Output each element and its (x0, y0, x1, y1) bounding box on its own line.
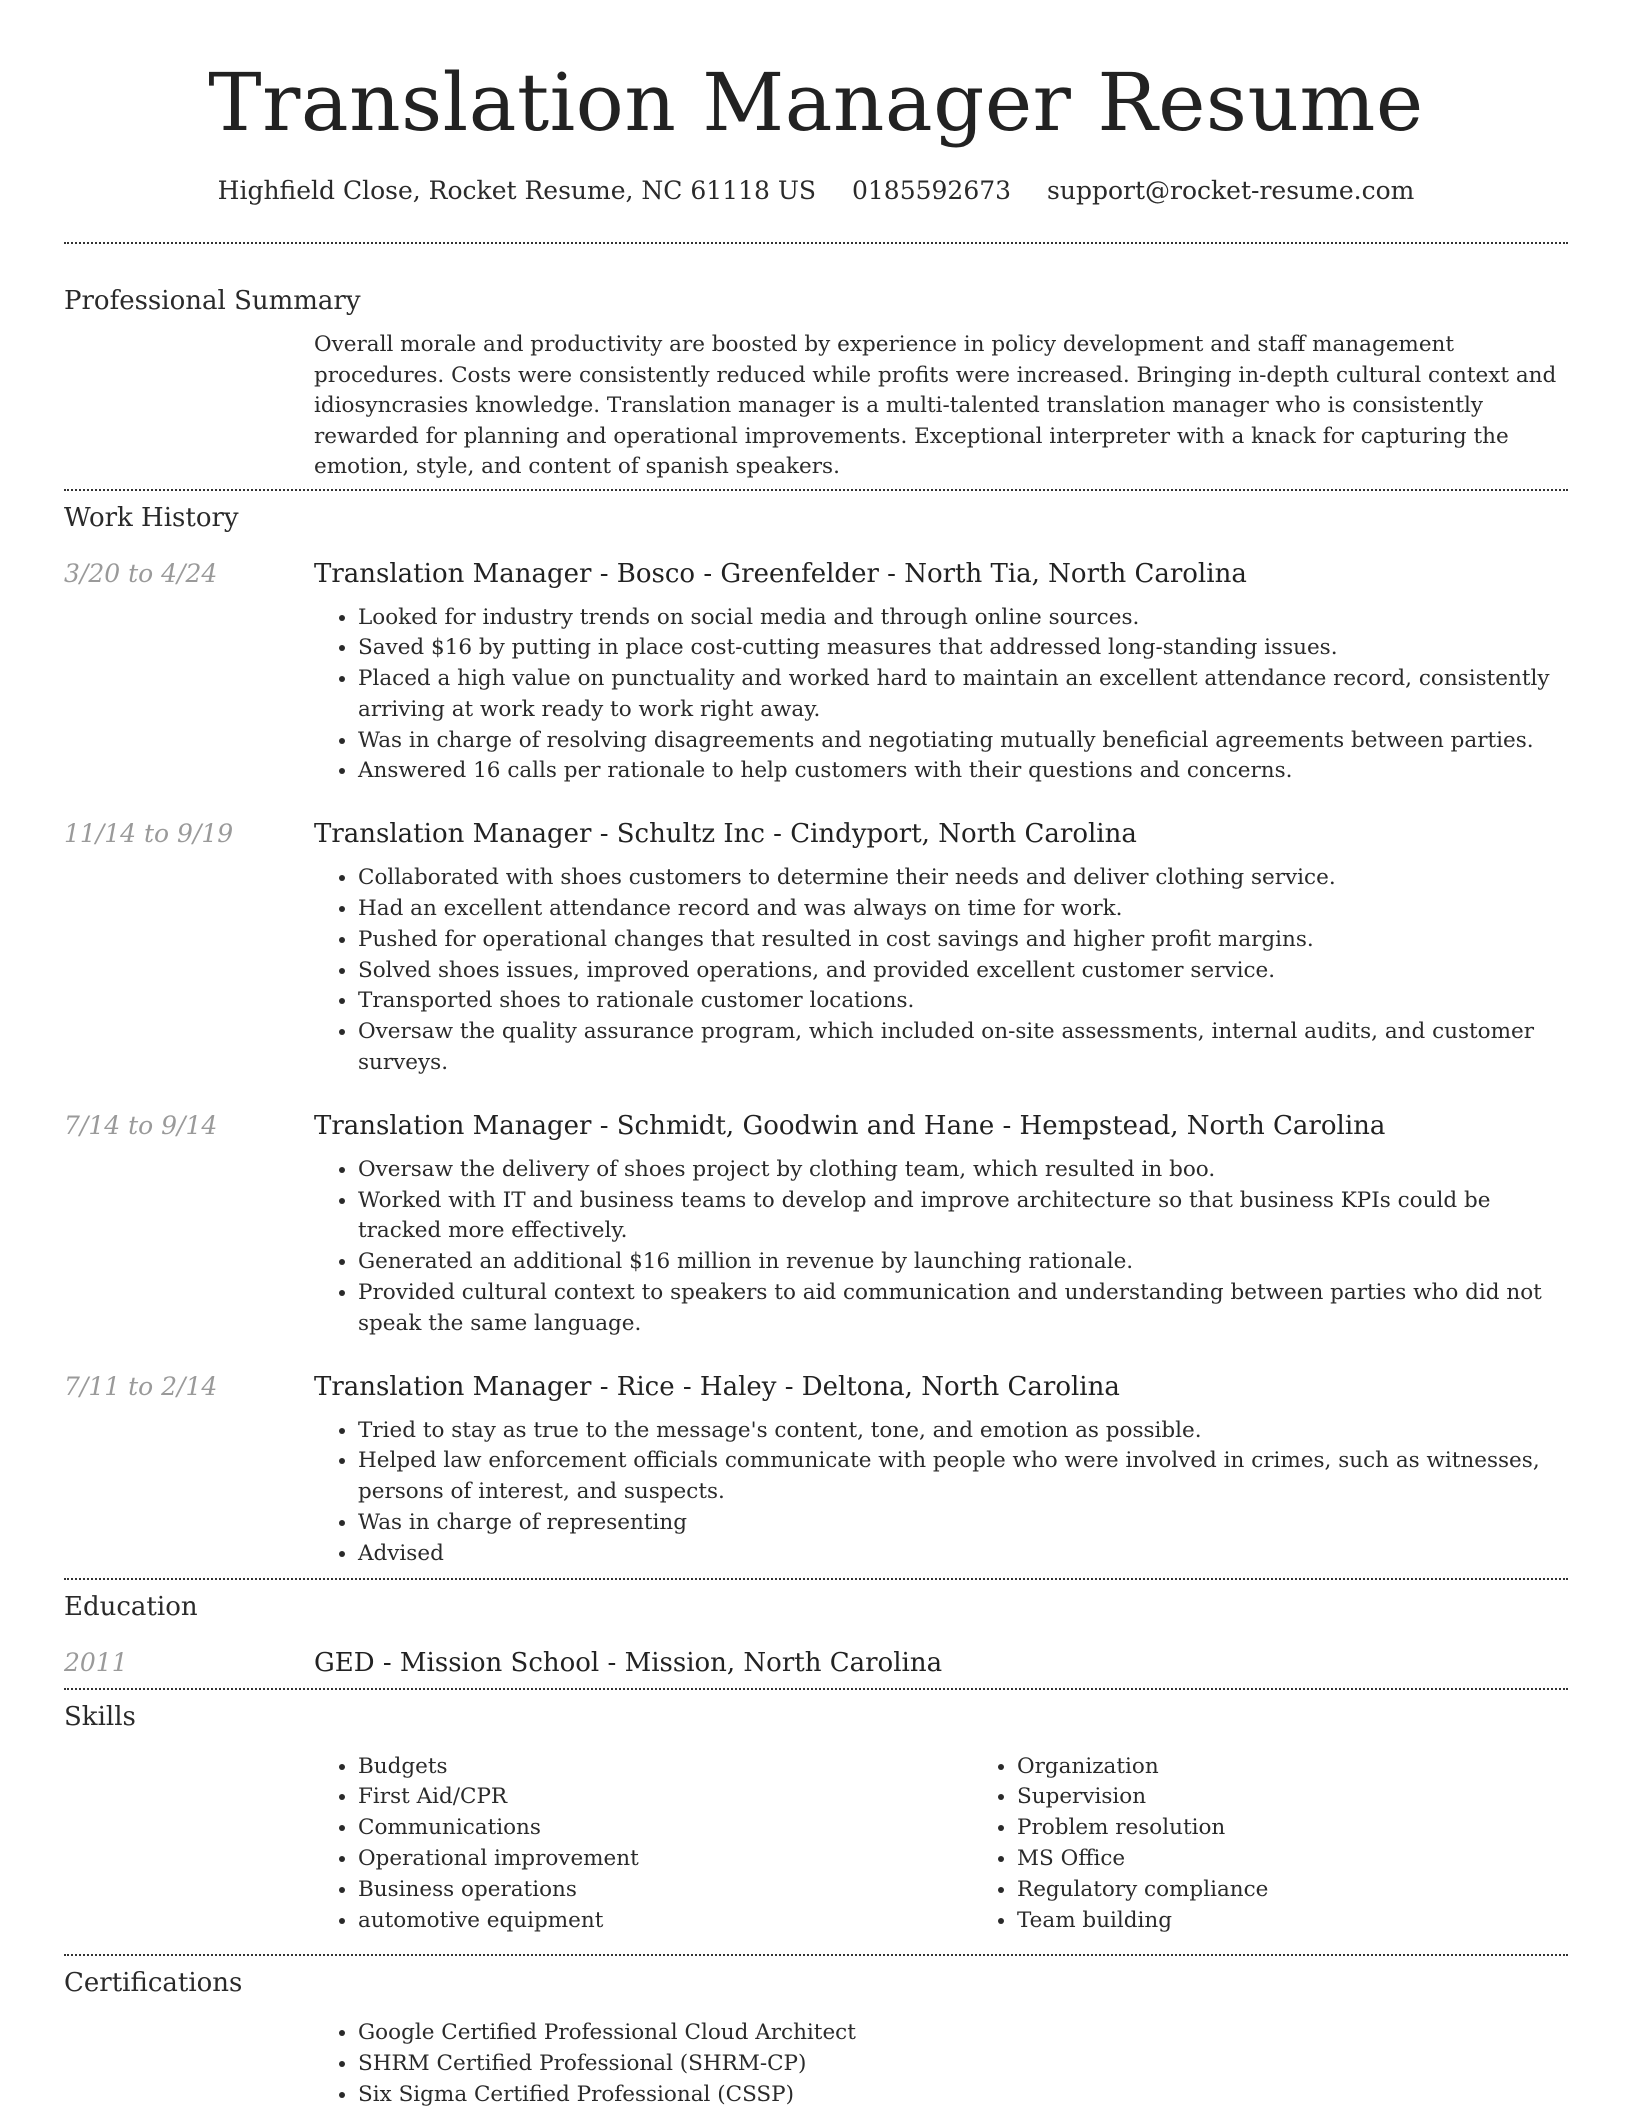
job-dates: 11/14 to 9/19 (64, 819, 234, 849)
education-entry (64, 1646, 1568, 1680)
list-item: • Team building (1017, 1906, 1632, 1937)
contact-email: support@rocket-resume.com (1047, 176, 1415, 205)
list-item: • MS Office (1017, 1844, 1632, 1875)
list-item: • Budgets (358, 1752, 973, 1783)
job-dates: 7/11 to 2/14 (64, 1371, 218, 1401)
list-item: • Oversaw the delivery of shoes project by clothing team, which resulted in boo. (358, 1155, 1568, 1186)
job-bullets (314, 1155, 1568, 1340)
list-item: • Helped law enforcement officials communicate with people who were involved in crimes, such as witnesses, persons of interest, and suspects. (358, 1446, 1568, 1508)
job-dates: 7/14 to 9/14 (64, 1110, 218, 1140)
job-bullets (314, 603, 1568, 788)
list-item: • Placed a high value on punctuality and worked hard to maintain an excellent attendance record, consistently arriving at work ready to work right away. (358, 664, 1568, 726)
list-item: • Advised (358, 1539, 1568, 1570)
list-item: • Problem resolution (1017, 1813, 1632, 1844)
contact-address: Highfield Close, Rocket Resume, NC 61118 US (217, 176, 817, 205)
job-entry (64, 557, 1568, 788)
list-item: • Organization (1017, 1752, 1632, 1783)
list-item: • Oversaw the quality assurance program, which included on-site assessments, internal audits, and customer surveys. (358, 1017, 1568, 1079)
list-item: • Was in charge of representing (358, 1508, 1568, 1539)
list-item: • Looked for industry trends on social media and through online sources. (358, 603, 1568, 634)
job-title: Translation Manager - Bosco - Greenfelder - North Tia, North Carolina (314, 558, 1247, 589)
list-item: • Tried to stay as true to the message's content, tone, and emotion as possible. (358, 1416, 1568, 1447)
education-title: GED - Mission School - Mission, North Carolina (314, 1647, 943, 1678)
divider-summary (64, 489, 1568, 491)
summary-text: Overall morale and productivity are boosted by experience in policy development and staff management procedures. Costs were consistently reduced while profits were increased. Bringing in-depth cultural context and idiosyncrasies knowledge. Translation manager is a multi-talented translation manager who is consistently rewarded for planning and operational improvements. Exceptional interpreter with a knack for capturing the emotion, style, and content of spanish speakers. (314, 332, 1557, 479)
education-year: 2011 (64, 1647, 128, 1677)
divider-header (64, 242, 1568, 244)
list-item: • Supervision (1017, 1782, 1632, 1813)
job-title: Translation Manager - Schultz Inc - Cindyport, North Carolina (314, 819, 1137, 850)
list-item: • SHRM Certified Professional (SHRM-CP) (358, 2049, 1568, 2080)
job-title: Translation Manager - Schmidt, Goodwin and Hane - Hempstead, North Carolina (314, 1110, 1386, 1141)
skills-grid (314, 1752, 1632, 1937)
list-item: • Operational improvement (358, 1844, 973, 1875)
work-history-heading: Work History (64, 502, 239, 533)
summary-left-spacer (64, 330, 314, 483)
certifications-list (314, 2018, 1568, 2110)
list-item: • Six Sigma Certified Professional (CSSP) (358, 2080, 1568, 2111)
list-item: • First Aid/CPR (358, 1782, 973, 1813)
resume-title: Translation Manager Resume (208, 56, 1424, 149)
list-item: • Google Certified Professional Cloud Architect (358, 2018, 1568, 2049)
list-item: • Collaborated with shoes customers to determine their needs and deliver clothing service. (358, 863, 1568, 894)
education-heading: Education (64, 1591, 198, 1622)
job-entry (64, 1109, 1568, 1340)
job-dates: 3/20 to 4/24 (64, 558, 218, 588)
divider-skills (64, 1954, 1568, 1956)
certifications-heading: Certifications (64, 1968, 243, 1999)
list-item: • automotive equipment (358, 1906, 973, 1937)
list-item: • Transported shoes to rationale customer locations. (358, 986, 1568, 1017)
list-item: • Was in charge of resolving disagreements and negotiating mutually beneficial agreements between parties. (358, 726, 1568, 757)
job-entry (64, 1370, 1568, 1570)
skills-list-left (314, 1752, 973, 1937)
list-item: • Solved shoes issues, improved operations, and provided excellent customer service. (358, 956, 1568, 987)
list-item: • Business operations (358, 1875, 973, 1906)
list-item: • Generated an additional $16 million in revenue by launching rationale. (358, 1247, 1568, 1278)
job-bullets (314, 863, 1568, 1079)
list-item: • Saved $16 by putting in place cost-cutting measures that addressed long-standing issues. (358, 633, 1568, 664)
list-item: • Provided cultural context to speakers to aid communication and understanding between parties who did not speak the same language. (358, 1278, 1568, 1340)
summary-heading: Professional Summary (64, 286, 361, 316)
divider-work (64, 1578, 1568, 1580)
list-item: • Communications (358, 1813, 973, 1844)
divider-education (64, 1688, 1568, 1690)
job-bullets (314, 1416, 1568, 1570)
job-entry (64, 817, 1568, 1079)
list-item: • Pushed for operational changes that resulted in cost savings and higher profit margins. (358, 925, 1568, 956)
list-item: • Worked with IT and business teams to develop and improve architecture so that business KPIs could be tracked more effectively. (358, 1186, 1568, 1248)
skills-heading: Skills (64, 1701, 136, 1732)
list-item: • Answered 16 calls per rationale to help customers with their questions and concerns. (358, 756, 1568, 787)
resume-page (64, 0, 1568, 2111)
certifications-left-spacer (64, 2018, 314, 2110)
contact-line (64, 174, 1568, 208)
job-title: Translation Manager - Rice - Haley - Deltona, North Carolina (314, 1371, 1120, 1402)
skills-list-right (973, 1752, 1632, 1937)
list-item: • Had an excellent attendance record and was always on time for work. (358, 894, 1568, 925)
skills-left-spacer (64, 1752, 314, 1937)
list-item: • Regulatory compliance (1017, 1875, 1632, 1906)
contact-phone: 0185592673 (852, 176, 1012, 205)
